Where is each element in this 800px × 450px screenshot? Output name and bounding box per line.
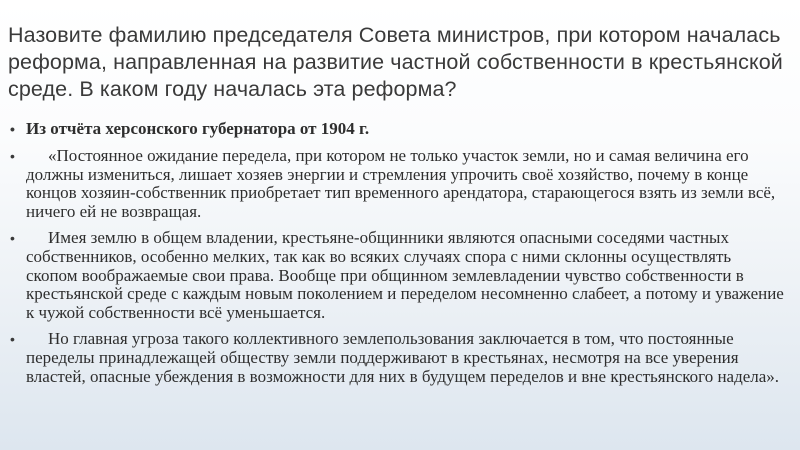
- bullet-icon: •: [10, 147, 15, 164]
- source-heading-text: Из отчёта херсонского губернатора от 1904 г.: [26, 119, 370, 138]
- quote-paragraph-text: Имея землю в общем владении, крестьяне-общинники являются опасными соседями частных собственников, особенно мелких, так как во всяких случаях спора с ними склонны осуществлять скопом воображаемые свои права. Вообще при общинном землевладении чувство собственности в крестьянской среде с каждым новым поколением и переделом несомненно слабеет, а потому и уважение к чужой собственности всё уменьшается.: [26, 227, 784, 323]
- slide-title: Назовите фамилию председателя Совета министров, при котором началась реформа, направленная на развитие частной собственности в крестьянской среде. В каком году началась эта реформа?: [8, 23, 783, 101]
- quote-paragraph-text: Но главная угроза такого коллективного землепользования заключается в том, что постоянные переделы принадлежащей обществу земли поддерживают в крестьянах, несмотря на все уверения властей, опасные убеждения в возможности для них в будущем переделов и вне крестьянского надела».: [26, 328, 780, 386]
- source-heading-item: [10, 120, 785, 139]
- quote-paragraph-2: [10, 229, 785, 323]
- quote-paragraph-3: [10, 330, 785, 386]
- quote-paragraph-1: [10, 147, 785, 222]
- quote-paragraph-text: «Постоянное ожидание передела, при котором не только участок земли, но и самая величина его должны измениться, лишает хозяев энергии и стремления упрочить своё хозяйство, почему в конце концов хозяин-собственник приобретает тип временного арендатора, старающегося взять из земли всё, ничего ей не возвращая.: [26, 145, 776, 222]
- bullet-icon: •: [10, 121, 15, 137]
- bullet-icon: •: [10, 229, 15, 246]
- bullet-icon: •: [10, 330, 15, 347]
- slide-content-list: [10, 120, 785, 393]
